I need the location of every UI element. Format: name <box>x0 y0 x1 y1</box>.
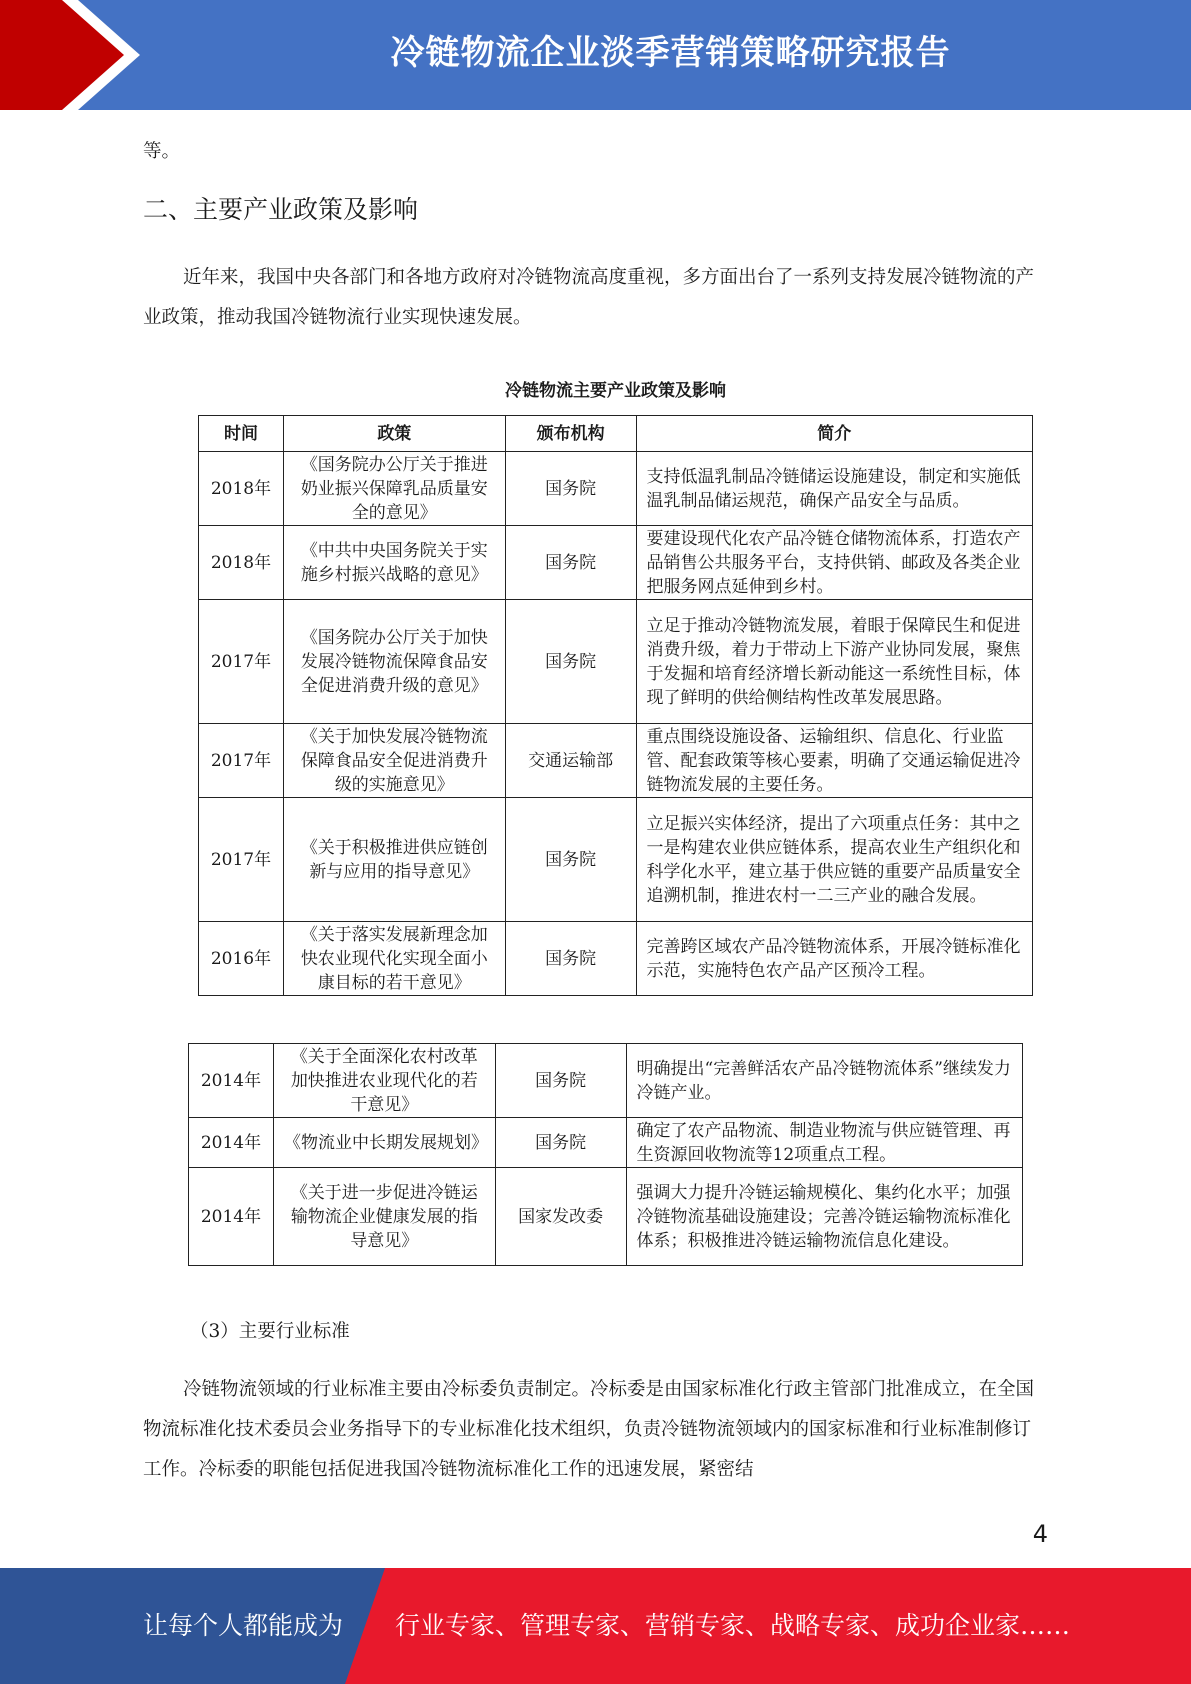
cell-desc: 支持低温乳制品冷链储运设施建设，制定和实施低温乳制品储运规范，确保产品安全与品质。 <box>636 452 1032 526</box>
footer-slogan-right: 行业专家、管理专家、营销专家、战略专家、成功企业家…… <box>395 1611 1071 1640</box>
table-row <box>199 798 1033 922</box>
page-number: 4 <box>1032 1520 1048 1548</box>
header-red-chevron <box>0 0 150 110</box>
cell-org: 国务院 <box>505 452 636 526</box>
cell-org: 国家发改委 <box>495 1168 626 1266</box>
page-footer <box>0 1568 1191 1684</box>
cell-year: 2018年 <box>199 526 284 600</box>
cell-org: 交通运输部 <box>505 724 636 798</box>
cell-year: 2017年 <box>199 798 284 922</box>
table-row <box>189 1118 1023 1168</box>
section-heading: 二、主要产业政策及影响 <box>143 195 419 224</box>
cell-policy: 《物流业中长期发展规划》 <box>273 1118 495 1168</box>
table-row <box>189 1044 1023 1118</box>
cell-desc: 立足振兴实体经济，提出了六项重点任务：其中之一是构建农业供应链体系，提高农业生产组织化和科学化水平，建立基于供应链的重要产品质量安全追溯机制，推进农村一二三产业的融合发展。 <box>636 798 1032 922</box>
subheading: （3）主要行业标准 <box>190 1321 350 1342</box>
policy-table-part1 <box>198 415 1033 996</box>
intro-tail: 等。 <box>143 141 181 162</box>
page-header <box>0 0 1191 110</box>
table-row <box>199 724 1033 798</box>
footer-slogan-left: 让每个人都能成为 <box>143 1611 344 1640</box>
table-row <box>199 922 1033 996</box>
table-row <box>199 526 1033 600</box>
table-row <box>199 452 1033 526</box>
cell-org: 国务院 <box>495 1118 626 1168</box>
cell-desc: 立足于推动冷链物流发展，着眼于保障民生和促进消费升级，着力于带动上下游产业协同发展，聚焦于发掘和培育经济增长新动能这一系统性目标，体现了鲜明的供给侧结构性改革发展思路。 <box>636 600 1032 724</box>
section-paragraph <box>143 258 1048 338</box>
cell-policy: 《关于全面深化农村改革加快推进农业现代化的若干意见》 <box>273 1044 495 1118</box>
table-row <box>199 600 1033 724</box>
cell-org: 国务院 <box>505 600 636 724</box>
cell-desc: 完善跨区域农产品冷链物流体系，开展冷链标准化示范，实施特色农产品产区预冷工程。 <box>636 922 1032 996</box>
cell-year: 2014年 <box>189 1118 274 1168</box>
report-title: 冷链物流企业淡季营销策略研究报告 <box>390 33 951 73</box>
cell-desc: 要建设现代化农产品冷链仓储物流体系，打造农产品销售公共服务平台，支持供销、邮政及各类企业把服务网点延伸到乡村。 <box>636 526 1032 600</box>
standards-paragraph-text: 冷链物流领域的行业标准主要由冷标委负责制定。冷标委是由国家标准化行政主管部门批准成立，在全国物流标准化技术委员会业务指导下的专业标准化技术组织，负责冷链物流领域内的国家标准和行业标准制修订工作。冷标委的职能包括促进我国冷链物流标准化工作的迅速发展，紧密结 <box>143 1379 1035 1480</box>
header-desc: 简介 <box>636 416 1032 452</box>
header-policy: 政策 <box>283 416 505 452</box>
cell-policy: 《关于进一步促进冷链运输物流企业健康发展的指导意见》 <box>273 1168 495 1266</box>
cell-desc: 确定了农产品物流、制造业物流与供应链管理、再生资源回收物流等12项重点工程。 <box>626 1118 1022 1168</box>
cell-year: 2014年 <box>189 1044 274 1118</box>
cell-org: 国务院 <box>505 526 636 600</box>
section-paragraph-text: 近年来，我国中央各部门和各地方政府对冷链物流高度重视，多方面出台了一系列支持发展冷链物流的产业政策，推动我国冷链物流行业实现快速发展。 <box>143 267 1035 328</box>
cell-year: 2016年 <box>199 922 284 996</box>
cell-year: 2017年 <box>199 600 284 724</box>
header-org: 颁布机构 <box>505 416 636 452</box>
cell-policy: 《国务院办公厅关于加快发展冷链物流保障食品安全促进消费升级的意见》 <box>283 600 505 724</box>
policy-table-part2 <box>188 1043 1023 1266</box>
cell-policy: 《关于加快发展冷链物流保障食品安全促进消费升级的实施意见》 <box>283 724 505 798</box>
cell-year: 2017年 <box>199 724 284 798</box>
table-row <box>189 1168 1023 1266</box>
cell-desc: 强调大力提升冷链运输规模化、集约化水平；加强冷链物流基础设施建设；完善冷链运输物流标准化体系；积极推进冷链运输物流信息化建设。 <box>626 1168 1022 1266</box>
cell-desc: 重点围绕设施设备、运输组织、信息化、行业监管、配套政策等核心要素，明确了交通运输促进冷链物流发展的主要任务。 <box>636 724 1032 798</box>
cell-policy: 《关于积极推进供应链创新与应用的指导意见》 <box>283 798 505 922</box>
cell-org: 国务院 <box>505 922 636 996</box>
cell-org: 国务院 <box>505 798 636 922</box>
cell-policy: 《中共中央国务院关于实施乡村振兴战略的意见》 <box>283 526 505 600</box>
table-header-row <box>199 416 1033 452</box>
standards-paragraph <box>143 1370 1048 1490</box>
cell-policy: 《关于落实发展新理念加快农业现代化实现全面小康目标的若干意见》 <box>283 922 505 996</box>
cell-year: 2014年 <box>189 1168 274 1266</box>
cell-desc: 明确提出“完善鲜活农产品冷链物流体系”继续发力冷链产业。 <box>626 1044 1022 1118</box>
cell-year: 2018年 <box>199 452 284 526</box>
cell-policy: 《国务院办公厅关于推进奶业振兴保障乳品质量安全的意见》 <box>283 452 505 526</box>
table-caption: 冷链物流主要产业政策及影响 <box>505 381 726 401</box>
header-time: 时间 <box>199 416 284 452</box>
cell-org: 国务院 <box>495 1044 626 1118</box>
